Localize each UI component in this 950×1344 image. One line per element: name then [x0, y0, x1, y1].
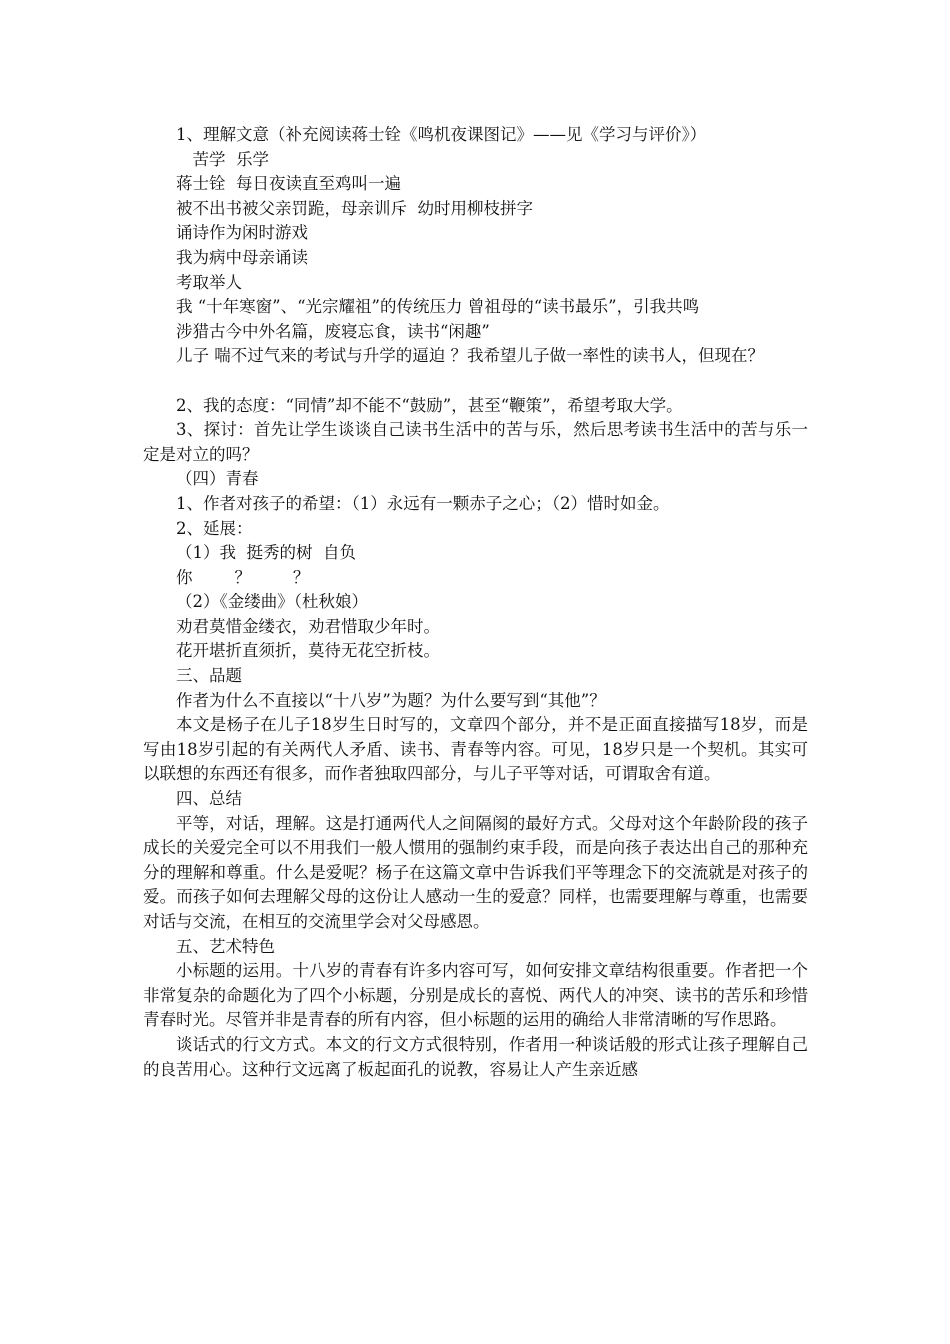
text-line: 小标题的运用。十八岁的青春有许多内容可写，如何安排文章结构很重要。作者把一个非常复杂的命题化为了四个小标题，分别是成长的喜悦、两代人的冲突、读书的苦乐和珍惜青春时光。尽管并非是青春的所有内容，但小标题的运用的确给人非常清晰的写作思路。	[143, 961, 808, 1030]
text-line: 五、艺术特色	[176, 936, 275, 956]
text-line: 三、品题	[176, 666, 242, 686]
text-line: 1、作者对孩子的希望：（1）永远有一颗赤子之心；（2）惜时如金。	[176, 493, 670, 513]
text-line: 花开堪折直须折，莫待无花空折枝。	[176, 641, 440, 661]
text-line: 苦学 乐学	[192, 149, 269, 169]
text-line: 四、总结	[176, 789, 242, 809]
text-line: 我 “十年寒窗”、“光宗耀祖”的传统压力 曾祖母的“读书最乐”，引我共鸣	[176, 297, 700, 317]
text-line: 儿子 喘不过气来的考试与升学的逼迫 ？我希望儿子做一率性的读书人，但现在？	[176, 346, 764, 366]
text-line: 1、理解文意（补充阅读蒋士铨《鸣机夜课图记》——见《学习与评价》）	[176, 125, 707, 144]
text-line: 考取举人	[176, 272, 242, 292]
text-line: 诵诗作为闲时游戏	[176, 223, 308, 243]
text-line: 谈话式的行文方式。本文的行文方式很特别，作者用一种谈话般的形式让孩子理解自己的良苦用心。这种行文远离了板起面孔的说教，容易让人产生亲近感	[143, 1034, 808, 1079]
text-line: （1）我 挺秀的树 自负	[176, 543, 356, 563]
text-line: 3、探讨：首先让学生谈谈自己读书生活中的苦与乐，然后思考读书生活中的苦与乐一定是对立的吗？	[143, 420, 808, 464]
text-line: 本文是杨子在儿子18岁生日时写的，文章四个部分，并不是正面直接描写18岁，而是写由18岁引起的有关两代人矛盾、读书、青春等内容。可见，18岁只是一个契机。其实可以联想的东西还有很多，而作者独取四部分，与儿子平等对话，可谓取舍有道。	[143, 715, 808, 784]
text-line	[143, 369, 808, 394]
text-line: （2）《金缕曲》（杜秋娘）	[176, 592, 368, 612]
text-line: 作者为什么不直接以“十八岁”为题？为什么要写到“其他”？	[176, 690, 606, 710]
text-line: 2、延展：	[176, 518, 253, 538]
text-line: （四）青春	[176, 469, 259, 489]
text-line: 我为病中母亲诵读	[176, 247, 308, 267]
document-page	[143, 123, 808, 1082]
text-line: 平等，对话，理解。这是打通两代人之间隔阂的最好方式。父母对这个年龄阶段的孩子成长的关爱完全可以不用我们一般人惯用的强制约束手段，而是向孩子表达出自己的那种充分的理解和尊重。什么是爱呢？杨子在这篇文章中告诉我们平等理念下的交流就是对孩子的爱。而孩子如何去理解父母的这份让人感动一生的爱意？同样，也需要理解与尊重，也需要对话与交流，在相互的交流里学会对父母感恩。	[143, 813, 808, 931]
text-line: 蒋士铨 每日夜读直至鸡叫一遍	[176, 174, 401, 194]
text-line: 2、我的态度：“同情”却不能不“鼓励”，甚至“鞭策”，希望考取大学。	[176, 395, 683, 415]
text-line: 被不出书被父亲罚跪，母亲训斥 幼时用柳枝拼字	[176, 198, 533, 218]
text-line: 你 ？ ？	[176, 567, 310, 587]
text-line: 涉猎古今中外名篇，废寝忘食，读书“闲趣”	[176, 321, 490, 341]
text-line: 劝君莫惜金缕衣，劝君惜取少年时。	[176, 616, 440, 636]
